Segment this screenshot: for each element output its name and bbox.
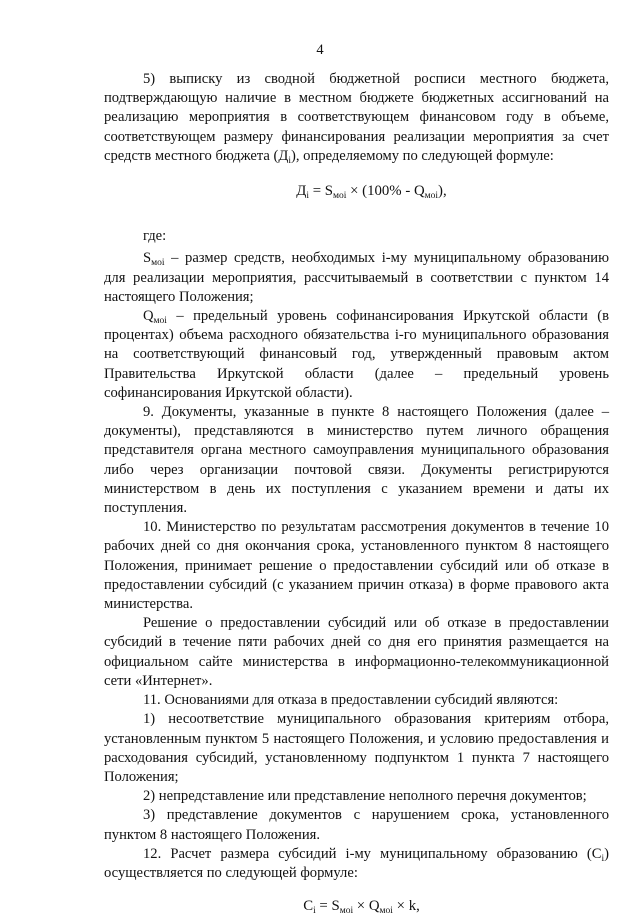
item-11-reason-2: 2) непредставление или представление неполного перечня документов; [143,788,587,805]
item-9-paragraph: 9. Документы, указанные в пункте 8 настоящего Положения (далее – документы), представляются в министерство путем личного обращения представителя органа местного самоуправления муниципального образования либо через организации почтовой связи. Документы регистрируются министерством в день их поступления с указанием времени и даты их поступления. [104,404,609,517]
page-number: 4 [316,42,324,58]
item-11-reason-1: 1) несоответствие муниципального образования критериям отбора, установленным пунктом 5 настоящего Положения, и условию предоставления и расходования субсидий, установленному подпунктом 1 пункта 7 настоящего Положения; [104,711,609,785]
item-10-paragraph: 10. Министерство по результатам рассмотрения документов в течение 10 рабочих дней со дня окончания срока, установленного пунктом 8 настоящего Положения, принимает решение о предоставлении субсидий или об отказе в предоставлении субсидий (с указанием причин отказа) в форме правового акта министерства. [104,519,609,613]
item-10-decision-paragraph: Решение о предоставлении субсидий или об отказе в предоставлении субсидий в течение пяти рабочих дней со дня его принятия размещается на официальном сайте министерства в информационно-телекоммуникационной сети «Интернет». [104,615,609,689]
formula-c: $C_i = S_{моi} \times Q_{моi} \times k$, [303,898,420,916]
definition-q: $Q_{моi}$ – предельный уровень софинансирования Иркутской области (в процентах) объема расходного обязательства i-го муниципального образования на соответствующий финансовый год, утвержденный правовым актом Правительства Иркутской области (далее – предельный уровень софинансирования Иркутской области). [104,308,609,401]
formula-d: $Д_i = S_{моi} \times (100\% - Q_{моi})$, [296,183,447,202]
item-12-paragraph: 12. Расчет размера субсидий i-му муниципальному образованию $(C_i)$ осуществляется по следующей формуле: [104,845,609,881]
item-11-paragraph: 11. Основаниями для отказа в предоставлении субсидий являются: [143,692,559,709]
where-label: где: [143,228,167,245]
definition-s: $S_{моi}$ – размер средств, необходимых i-му муниципальному образованию для реализации мероприятия, рассчитываемый в соответствии с пунктом 14 настоящего Положения; [104,250,609,305]
item-5-paragraph: 5) выписку из сводной бюджетной росписи местного бюджета, подтверждающую наличие в местном бюджете бюджетных ассигнований на реализацию мероприятия в соответствующем финансовом году в объеме, соответствующем размеру финансирования реализации мероприятия за счет средств местного бюджета $(Д_i)$, определяемому по следующей формуле: [104,71,609,166]
document-body [104,70,609,916]
item-11-reason-3: 3) представление документов с нарушением срока, установленного пунктом 8 настоящего Положения. [104,807,609,843]
